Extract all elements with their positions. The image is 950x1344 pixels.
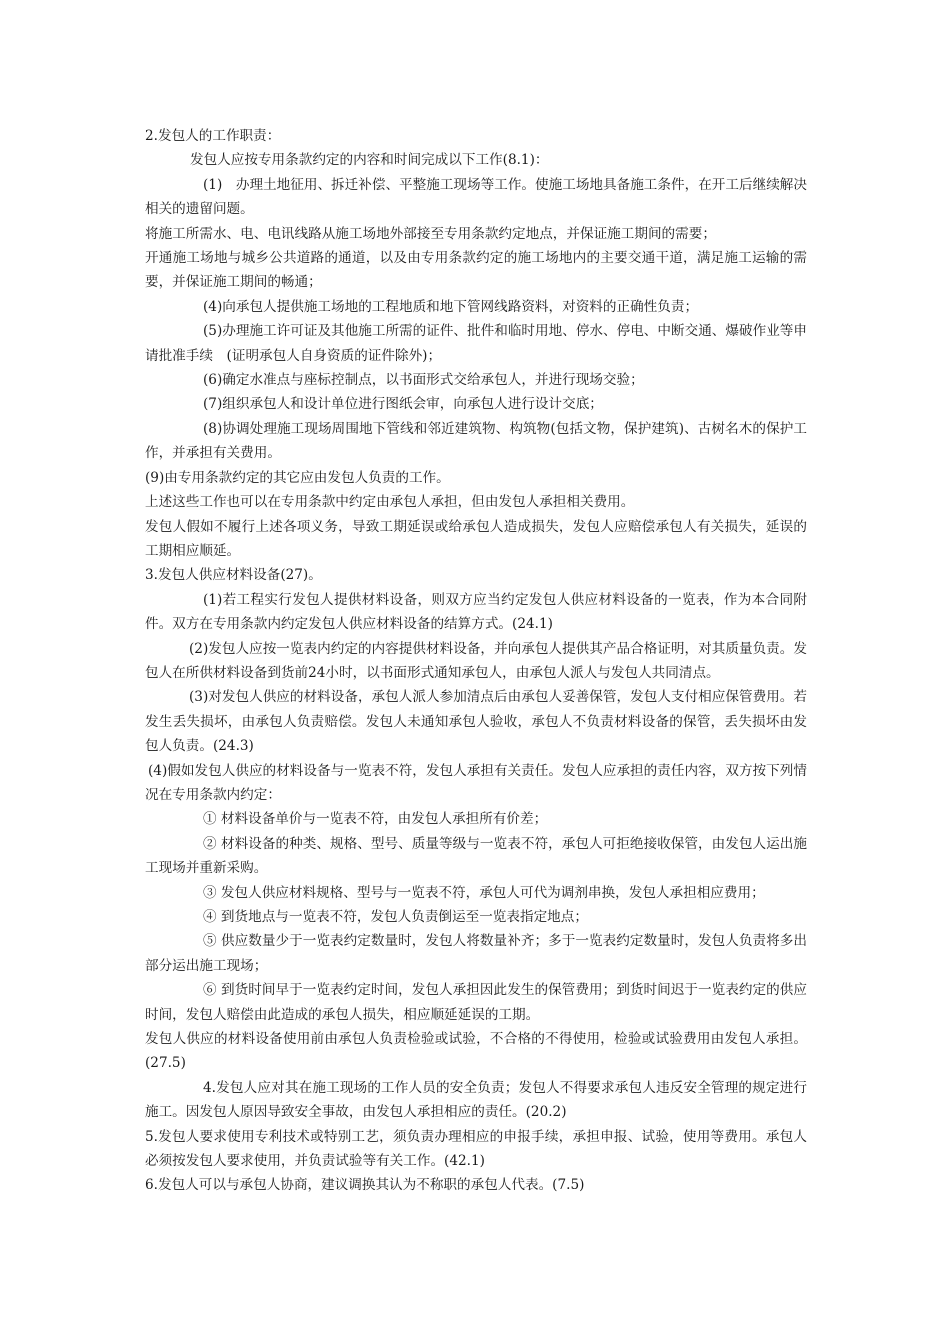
section-heading-3: 3.发包人供应材料设备(27)。 [145,567,322,584]
paragraph: 上述这些工作也可以在专用条款中约定由承包人承担，但由发包人承担相关费用。 [145,494,635,511]
list-item: (4)向承包人提供施工场地的工程地质和地下管网线路资料，对资料的正确性负责； [203,298,699,315]
sub-list-item: ④ 到货地点与一览表不符，发包人负责倒运至一览表指定地点； [203,909,588,925]
list-item: (4)假如发包人供应的材料设备与一览表不符，发包人承担有关责任。发包人应承担的责任内容，双方按下列情况在专用条款内约定： [145,762,807,803]
document-body [145,124,807,1198]
list-item: (9)由专用条款约定的其它应由发包人负责的工作。 [145,469,450,486]
sub-list-item: ① 材料设备单价与一览表不符，由发包人承担所有价差； [203,811,548,828]
section-item-5: 5.发包人要求使用专利技术或特别工艺，须负责办理相应的申报手续，承担申报、试验，使用等费用。承包人必须按发包人要求使用，并负责试验等有关工作。(42.1) [145,1128,807,1170]
paragraph: 发包人应按专用条款约定的内容和时间完成以下工作(8.1)： [190,152,549,169]
section-item-4: 4.发包人应对其在施工现场的工作人员的安全负责；发包人不得要求承包人违反安全管理的规定进行施工。因发包人原因导致安全事故，由发包人承担相应的责任。(20.2) [145,1079,807,1121]
section-item-6: 6.发包人可以与承包人协商，建议调换其认为不称职的承包人代表。(7.5) [145,1177,585,1194]
list-item: (1) 办理土地征用、拆迁补偿、平整施工现场等工作。使施工场地具备施工条件，在开工后继续解决相关的遗留问题。 [145,176,807,218]
list-item: (5)办理施工许可证及其他施工所需的证件、批件和临时用地、停水、停电、中断交通、爆破作业等申请批准手续 (证明承包人自身资质的证件除外)； [145,323,807,364]
sub-list-item: ② 材料设备的种类、规格、型号、质量等级与一览表不符，承包人可拒绝接收保管，由发包人运出施工现场并重新采购。 [145,835,807,877]
list-item: (7)组织承包人和设计单位进行图纸会审，向承包人进行设计交底； [203,396,603,413]
sub-list-item: ⑥ 到货时间早于一览表约定时间，发包人承担因此发生的保管费用；到货时间迟于一览表约定的供应时间，发包人赔偿由此造成的承包人损失，相应顺延延误的工期。 [145,982,807,1023]
list-item: (1)若工程实行发包人提供材料设备，则双方应当约定发包人供应材料设备的一览表，作为本合同附件。双方在专用条款内约定发包人供应材料设备的结算方式。(24.1) [145,591,807,633]
list-item: (8)协调处理施工现场周围地下管线和邻近建筑物、构筑物(包括文物，保护建筑)、古树名木的保护工作，并承担有关费用。 [145,420,807,462]
paragraph: 发包人假如不履行上述各项义务，导致工期延误或给承包人造成损失，发包人应赔偿承包人有关损失，延误的工期相应顺延。 [145,518,807,559]
paragraph: 发包人供应的材料设备使用前由承包人负责检验或试验，不合格的不得使用，检验或试验费用由发包人承担。(27.5) [145,1031,807,1072]
list-item: (3)对发包人供应的材料设备，承包人派人参加清点后由承包人妥善保管，发包人支付相应保管费用。若发生丢失损坏，由承包人负责赔偿。发包人未通知承包人验收，承包人不负责材料设备的保管，丢失损坏由发包人负责。(24.3) [145,689,807,755]
list-item: (6)确定水准点与座标控制点，以书面形式交给承包人，并进行现场交验； [203,372,644,389]
list-item: 开通施工场地与城乡公共道路的通道，以及由专用条款约定的施工场地内的主要交通干道，满足施工运输的需要，并保证施工期间的畅通； [145,250,807,291]
list-item: 将施工所需水、电、电讯线路从施工场地外部接至专用条款约定地点，并保证施工期间的需要； [145,225,716,242]
sub-list-item: ⑤ 供应数量少于一览表约定数量时，发包人将数量补齐；多于一览表约定数量时，发包人负责将多出部分运出施工现场； [145,933,807,974]
section-heading-2: 2.发包人的工作职责： [145,128,281,144]
list-item: (2)发包人应按一览表内约定的内容提供材料设备，并向承包人提供其产品合格证明，对其质量负责。发包人在所供材料设备到货前24小时，以书面形式通知承包人，由承包人派人与发包人共同清点。 [145,640,807,681]
sub-list-item: ③ 发包人供应材料规格、型号与一览表不符，承包人可代为调剂串换，发包人承担相应费用； [203,884,765,901]
